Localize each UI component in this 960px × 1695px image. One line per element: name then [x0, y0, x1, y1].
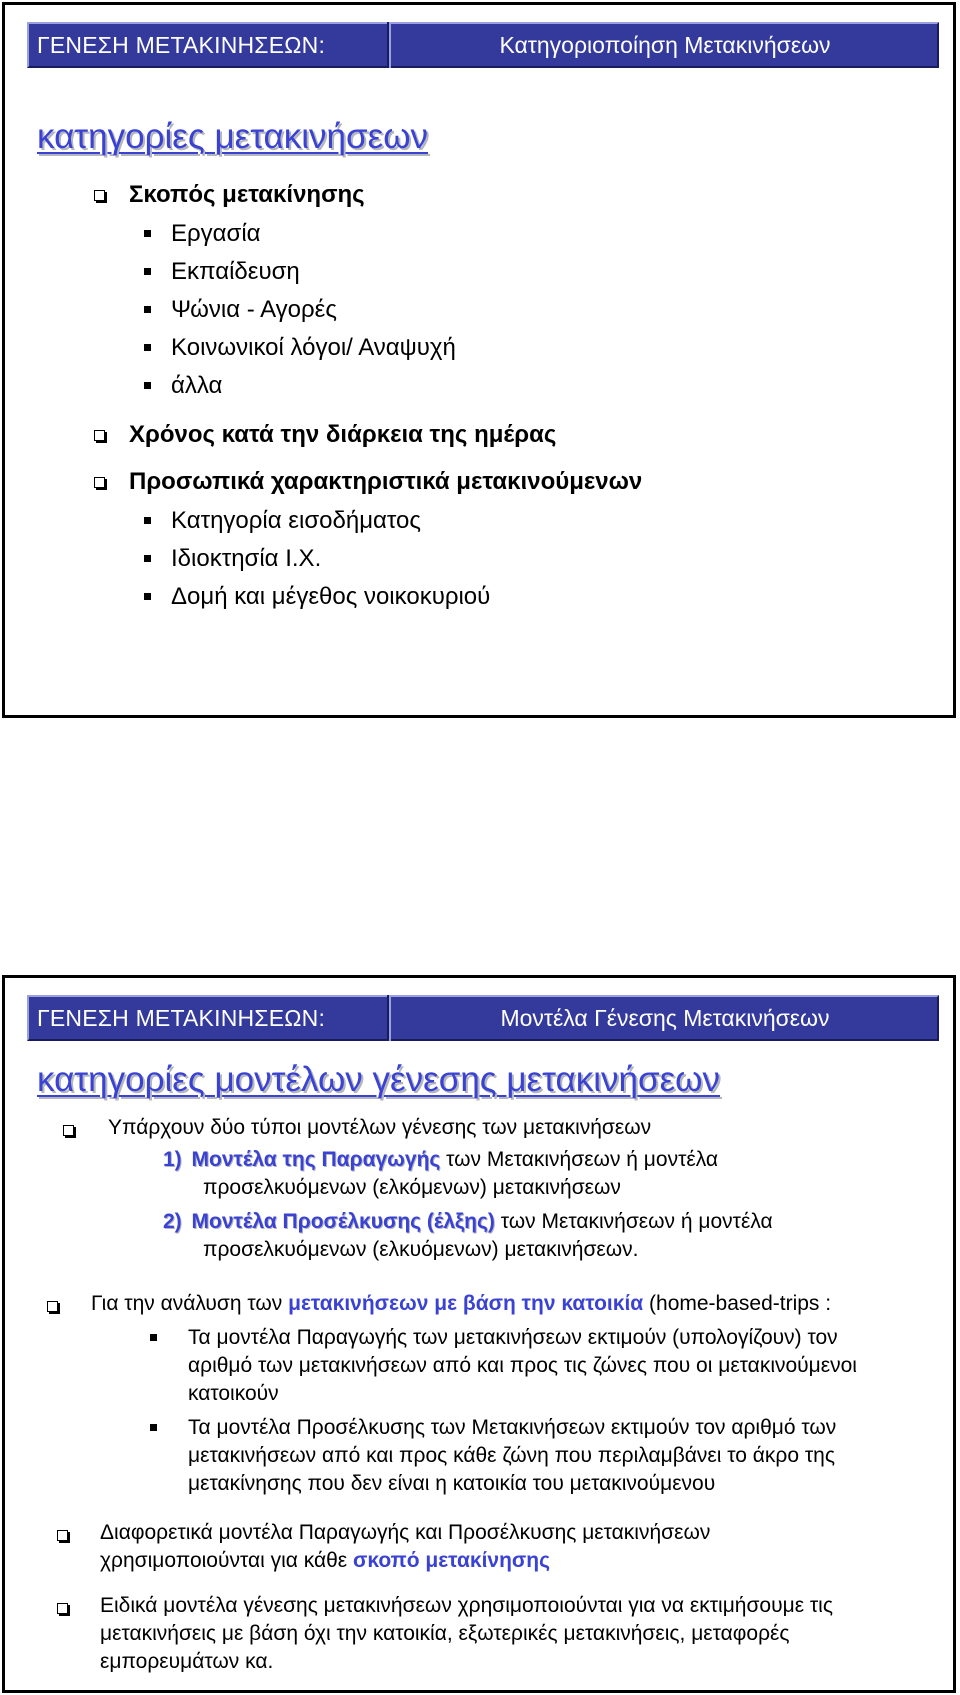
- intro-text: Υπάρχουν δύο τύποι μοντέλων γένεσης των μετακινήσεων: [108, 1116, 652, 1139]
- slide-1: [2, 2, 956, 718]
- analysis-emphasis: μετακινήσεων με βάση την κατοικία: [288, 1292, 644, 1315]
- square-bullet-icon: [144, 344, 151, 351]
- header-divider: [387, 22, 391, 68]
- model-desc: των Μετακινήσεων ή μοντέλα: [440, 1148, 719, 1171]
- list-item: Ιδιοκτησία Ι.Χ.: [171, 545, 322, 572]
- checkbox-bullet-icon: [94, 477, 105, 488]
- checkbox-bullet-icon: [94, 190, 105, 201]
- model-item-1: [163, 1146, 718, 1174]
- model-name: Μοντέλα Προσέλκυσης (έλξης): [191, 1210, 495, 1233]
- group-heading: Σκοπός μετακίνησης: [129, 181, 365, 208]
- model-desc-line2: προσελκυόμενων (ελκυόμενων) μετακινήσεων.: [203, 1238, 639, 1261]
- list-item: Εργασία: [171, 220, 261, 247]
- square-bullet-icon: [144, 517, 151, 524]
- square-bullet-icon: [144, 306, 151, 313]
- square-bullet-icon: [150, 1334, 157, 1341]
- analysis-item-1: Τα μοντέλα Παραγωγής των μετακινήσεων εκτιμούν (υπολογίζουν) τον αριθμό των μετακινήσεων από και προς τις ζώνες που οι μετακινούμενοι κατοικούν: [188, 1326, 857, 1405]
- header-topic: Μοντέλα Γένεσης Μετακινήσεων: [500, 1005, 830, 1031]
- analysis-pre: Για την ανάλυση των: [91, 1292, 289, 1315]
- special-models-text: Ειδικά μοντέλα γένεσης μετακινήσεων χρησιμοποιούνται για να εκτιμήσουμε τις μετακινήσεις με βάση όχι την κατοικία, εξωτερικές μετακινήσεις, μεταφορές εμπορευμάτων κα.: [100, 1594, 833, 1673]
- slide-2: [2, 975, 956, 1693]
- square-bullet-icon: [144, 268, 151, 275]
- list-item: Κοινωνικοί λόγοι/ Αναψυχή: [171, 334, 456, 361]
- slide-header: [27, 995, 939, 1041]
- slide-header: [27, 22, 939, 68]
- model-number: 1): [163, 1148, 182, 1171]
- model-item-2: [163, 1208, 773, 1236]
- group-heading: Προσωπικά χαρακτηριστικά μετακινούμενων: [129, 468, 643, 495]
- list-item: Εκπαίδευση: [171, 258, 300, 285]
- list-item: Δομή και μέγεθος νοικοκυριού: [171, 583, 491, 610]
- list-item: Κατηγορία εισοδήματος: [171, 507, 421, 534]
- analysis-text: [91, 1290, 831, 1318]
- checkbox-bullet-icon: [47, 1301, 58, 1312]
- checkbox-bullet-icon: [57, 1603, 68, 1614]
- group-heading: Χρόνος κατά την διάρκεια της ημέρας: [129, 421, 557, 448]
- slide-title: κατηγορίες μοντέλων γένεσης μετακινήσεων: [37, 1060, 720, 1099]
- analysis-item-2: Τα μοντέλα Προσέλκυσης των Μετακινήσεων εκτιμούν τον αριθμό των μετακινήσεων από και προς κάθε ζώνη που περιλαμβάνει το άκρο της μετακίνησης που δεν είναι η κατοικία του μετακινούμενου: [188, 1416, 837, 1495]
- model-desc: των Μετακινήσεων ή μοντέλα: [494, 1210, 773, 1233]
- model-number: 2): [163, 1210, 182, 1233]
- trip-purpose-emphasis: σκοπό μετακίνησης: [353, 1549, 551, 1572]
- list-item: άλλα: [171, 372, 223, 399]
- header-divider: [387, 995, 391, 1041]
- square-bullet-icon: [144, 555, 151, 562]
- model-name: Μοντέλα της Παραγωγής: [191, 1148, 441, 1171]
- square-bullet-icon: [150, 1424, 157, 1431]
- list-item: Ψώνια - Αγορές: [171, 296, 337, 323]
- slide-title: κατηγορίες μετακινήσεων: [37, 117, 429, 156]
- analysis-post: (home-based-trips :: [643, 1292, 832, 1315]
- checkbox-bullet-icon: [63, 1125, 74, 1136]
- checkbox-bullet-icon: [57, 1530, 68, 1541]
- header-section-label: ΓΕΝΕΣΗ ΜΕΤΑΚΙΝΗΣΕΩΝ:: [37, 1005, 326, 1031]
- header-section-label: ΓΕΝΕΣΗ ΜΕΤΑΚΙΝΗΣΕΩΝ:: [37, 32, 326, 58]
- square-bullet-icon: [144, 230, 151, 237]
- header-topic: Κατηγοριοποίηση Μετακινήσεων: [499, 32, 831, 58]
- square-bullet-icon: [144, 593, 151, 600]
- square-bullet-icon: [144, 382, 151, 389]
- different-models-text: Διαφορετικά μοντέλα Παραγωγής και Προσέλκυσης μετακινήσεων χρησιμοποιούνται για κάθε σκοπό μετακίνησης: [100, 1521, 711, 1572]
- model-desc-line2: προσελκυόμενων (ελκόμενων) μετακινήσεων: [203, 1176, 621, 1199]
- checkbox-bullet-icon: [94, 430, 105, 441]
